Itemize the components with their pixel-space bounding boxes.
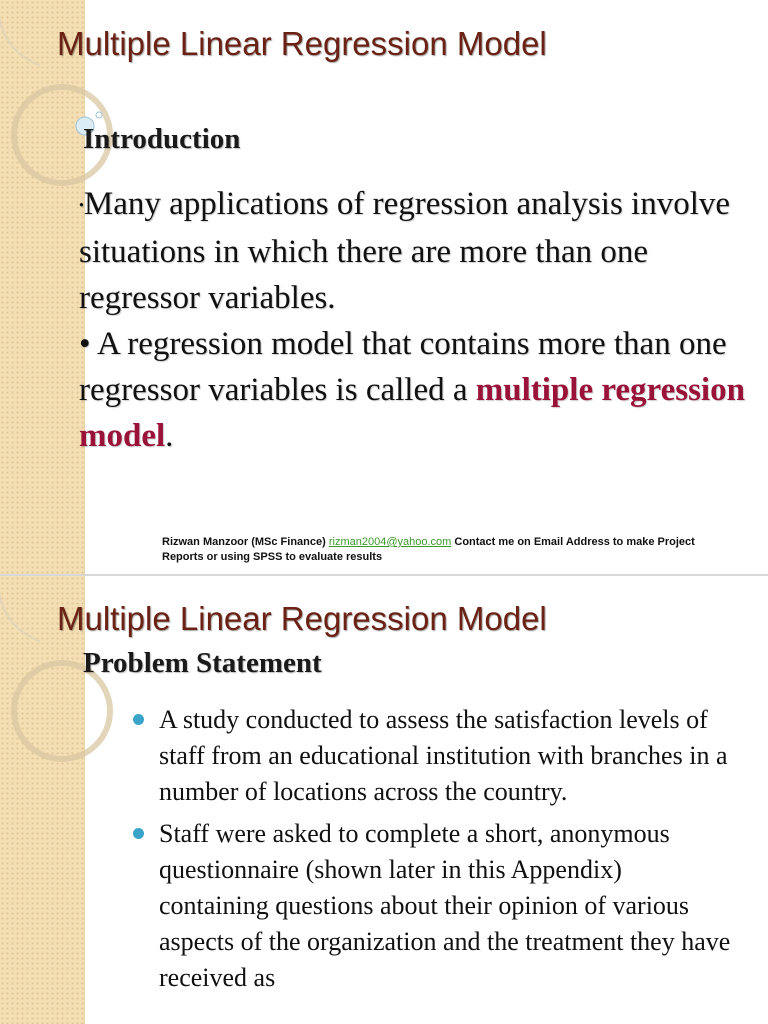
intro-text-1: Many applications of regression analysis involve situations in which there are more than one regressor variables.	[79, 186, 731, 317]
bullet-dot-icon	[133, 714, 144, 725]
bullet-text: Staff were asked to complete a short, anonymous questionnaire (shown later in this Appendix) containing questions about their opinion of various aspects of the organization and the treatment they have received as	[159, 819, 731, 992]
highlighted-term: multiple regression model	[79, 372, 745, 455]
intro-paragraph-2	[79, 321, 759, 459]
bullet-dot-icon	[133, 828, 144, 839]
contact-message: Contact me on Email Address to make Project Reports or using SPSS to evaluate results	[162, 536, 695, 563]
section-heading-introduction: Introduction	[83, 123, 241, 155]
bullet-marker: •	[79, 326, 91, 363]
author-credit: Rizwan Manzoor (MSc Finance)	[162, 536, 329, 548]
problem-bullet-list	[133, 702, 733, 1002]
slide-problem-statement	[0, 576, 768, 1024]
author-contact-note	[162, 535, 732, 565]
slide-title: Multiple Linear Regression Model	[57, 600, 547, 637]
bullet-marker: •	[79, 198, 84, 214]
list-item	[133, 702, 733, 810]
intro-paragraph-1	[79, 181, 759, 321]
list-item	[133, 816, 733, 996]
slide-title: Multiple Linear Regression Model	[57, 25, 547, 62]
section-heading-problem-statement: Problem Statement	[83, 647, 322, 679]
intro-text-2: A regression model that contains more than one regressor variables is called a	[79, 326, 727, 409]
intro-text-2-end: .	[165, 418, 174, 455]
bullet-text: A study conducted to assess the satisfaction levels of staff from an educational institution with branches in a number of locations across the country.	[159, 705, 728, 806]
introduction-body	[79, 181, 759, 459]
email-link[interactable]: rizman2004@yahoo.com	[328, 536, 452, 548]
